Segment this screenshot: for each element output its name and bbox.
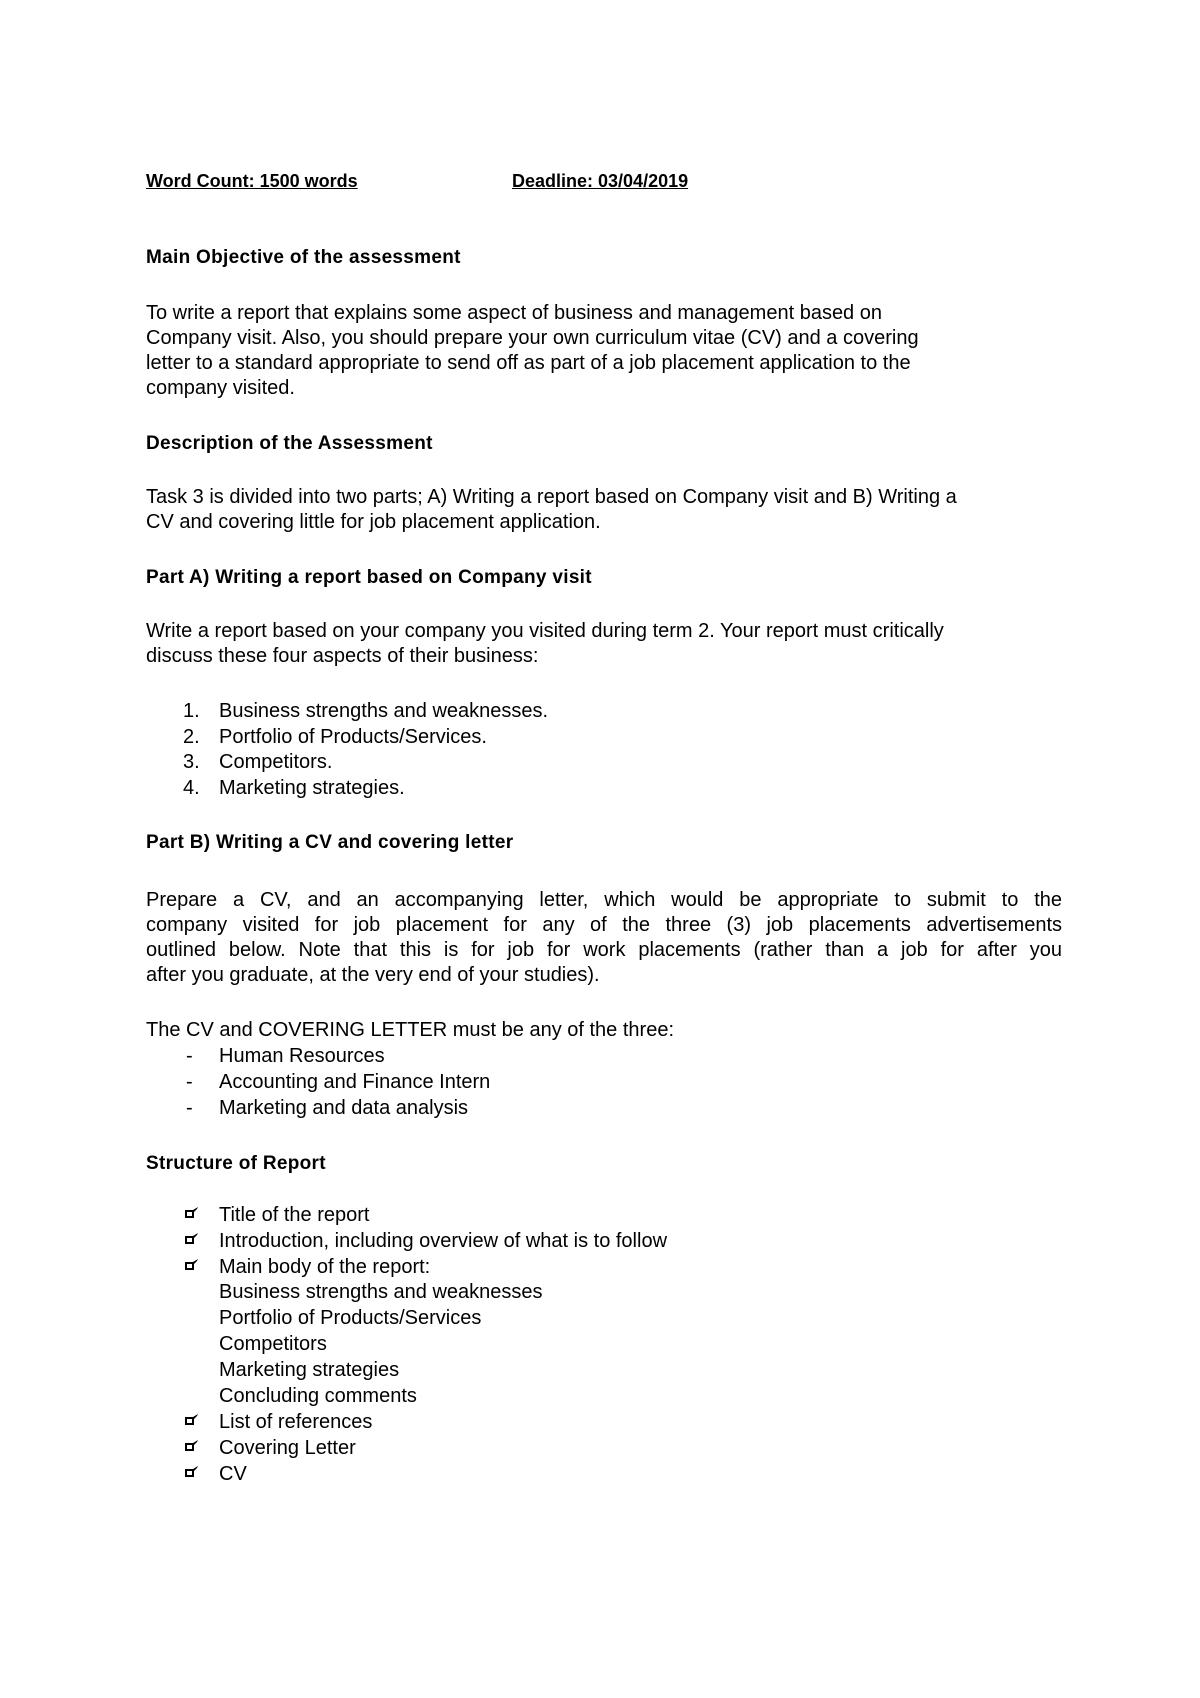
list-item-text: Marketing strategies. bbox=[219, 776, 405, 799]
sub-item: Competitors bbox=[219, 1333, 327, 1355]
list-item-text: Business strengths and weaknesses. bbox=[219, 700, 549, 722]
objective-paragraph bbox=[146, 301, 1062, 401]
list-item-text: Human Resources bbox=[219, 1045, 385, 1067]
part-a-heading: Part A) Writing a report based on Company visit bbox=[146, 567, 592, 588]
checkbox-bullet-icon bbox=[184, 1464, 200, 1480]
dash-bullet: - bbox=[186, 1097, 193, 1119]
list-number: 4. bbox=[183, 776, 200, 799]
list-item-text: List of references bbox=[219, 1411, 373, 1433]
list-number: 1. bbox=[183, 700, 200, 722]
description-line: CV and covering little for job placement application. bbox=[146, 511, 601, 533]
list-item-text: Title of the report bbox=[219, 1204, 370, 1226]
checkbox-bullet-icon bbox=[184, 1438, 200, 1454]
part-a-paragraph bbox=[146, 619, 1062, 669]
part-b-line: company visited for job placement for any of the three (3) job placements advertisements bbox=[146, 914, 1062, 936]
dash-bullet: - bbox=[186, 1071, 193, 1093]
part-b-paragraph bbox=[146, 888, 1062, 988]
list-item-text: Introduction, including overview of what is to follow bbox=[219, 1230, 668, 1252]
objective-line: To write a report that explains some aspect of business and management based on bbox=[146, 302, 882, 324]
objective-line: Company visit. Also, you should prepare your own curriculum vitae (CV) and a covering bbox=[146, 327, 919, 349]
checkbox-bullet-icon bbox=[184, 1205, 200, 1221]
objective-line: letter to a standard appropriate to send off as part of a job placement application to the bbox=[146, 352, 911, 374]
objective-line: company visited. bbox=[146, 377, 295, 399]
list-item bbox=[146, 699, 1062, 725]
sub-item: Business strengths and weaknesses bbox=[219, 1281, 543, 1303]
list-item bbox=[146, 725, 1062, 751]
options-list bbox=[146, 1044, 1062, 1122]
list-item bbox=[146, 750, 1062, 776]
list-number: 3. bbox=[183, 751, 200, 773]
options-intro: The CV and COVERING LETTER must be any of the three: bbox=[146, 1019, 674, 1041]
structure-list bbox=[146, 1203, 1062, 1488]
list-item bbox=[146, 1436, 1062, 1462]
checkbox-bullet-icon bbox=[184, 1231, 200, 1247]
list-item bbox=[146, 1462, 1062, 1488]
part-b-heading: Part B) Writing a CV and covering letter bbox=[146, 832, 514, 853]
sub-item: Concluding comments bbox=[219, 1385, 417, 1407]
description-line: Task 3 is divided into two parts; A) Writing a report based on Company visit and B) Writing a bbox=[146, 486, 957, 508]
structure-heading: Structure of Report bbox=[146, 1153, 326, 1174]
part-a-line: discuss these four aspects of their business: bbox=[146, 645, 539, 667]
part-b-line: Prepare a CV, and an accompanying letter, which would be appropriate to submit to the bbox=[146, 889, 1062, 911]
part-b-line: after you graduate, at the very end of your studies). bbox=[146, 964, 600, 986]
sub-item: Marketing strategies bbox=[219, 1359, 400, 1381]
description-heading: Description of the Assessment bbox=[146, 433, 433, 454]
list-item bbox=[146, 1229, 1062, 1255]
deadline: Deadline: 03/04/2019 bbox=[512, 171, 689, 191]
list-item-text: Competitors. bbox=[219, 751, 333, 773]
list-item bbox=[146, 1203, 1062, 1229]
checkbox-bullet-icon bbox=[184, 1257, 200, 1273]
list-item bbox=[146, 1070, 1062, 1096]
objective-heading: Main Objective of the assessment bbox=[146, 247, 461, 268]
description-paragraph bbox=[146, 485, 1062, 535]
list-item-text: Accounting and Finance Intern bbox=[219, 1071, 491, 1093]
list-item-text: Main body of the report: bbox=[219, 1256, 431, 1278]
list-item bbox=[146, 1096, 1062, 1122]
list-item bbox=[146, 1044, 1062, 1070]
list-item bbox=[146, 1255, 1062, 1410]
checkbox-bullet-icon bbox=[184, 1412, 200, 1428]
list-item bbox=[146, 1410, 1062, 1436]
list-number: 2. bbox=[183, 725, 200, 748]
word-count: Word Count: 1500 words bbox=[146, 171, 358, 191]
part-a-line: Write a report based on your company you visited during term 2. Your report must critically bbox=[146, 620, 944, 642]
list-item-text: Covering Letter bbox=[219, 1437, 356, 1459]
list-item bbox=[146, 776, 1062, 802]
sub-item: Portfolio of Products/Services bbox=[219, 1307, 482, 1329]
list-item-text: CV bbox=[219, 1463, 247, 1485]
list-item-text: Portfolio of Products/Services. bbox=[219, 725, 487, 748]
main-body-sublist bbox=[219, 1280, 1062, 1410]
part-a-list bbox=[146, 699, 1062, 801]
list-item-text: Marketing and data analysis bbox=[219, 1097, 469, 1119]
part-b-line: outlined below. Note that this is for job for work placements (rather than a job for after you bbox=[146, 939, 1062, 961]
dash-bullet: - bbox=[186, 1045, 193, 1067]
